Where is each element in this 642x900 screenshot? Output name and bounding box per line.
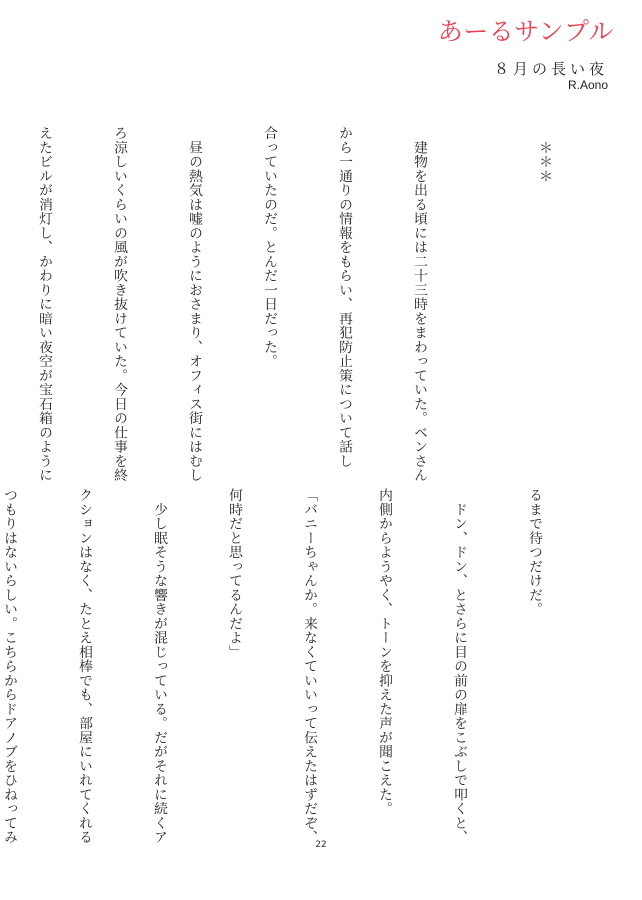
text-line: クションはなく、たとえ相棒でも、部屋にいれてくれる: [76, 488, 92, 845]
upper-text-block: [0, 126, 606, 486]
sample-label: あーるサンプル: [437, 17, 614, 46]
text-line: るまで待つだけだ。: [526, 488, 542, 617]
text-line: ＊＊＊: [536, 126, 552, 183]
text-line: 「バニーちゃんか。来なくていいって伝えたはずだぞ、: [301, 488, 317, 845]
text-line: 何時だと思ってるんだよ」: [226, 488, 242, 659]
text-line: 合っていたのだ。とんだ一日だった。: [261, 126, 277, 369]
text-line: 建物を出る頃には二十三時をまわっていた。ベンさん: [411, 126, 427, 483]
text-line: ろ涼しいくらいの風が吹き抜けていた。今日の仕事を終: [111, 126, 127, 483]
text-line: ドン、ドン、とさらに目の前の扉をこぶしで叩くと、: [451, 488, 467, 845]
text-line: えたビルが消灯し、かわりに暗い夜空が宝石箱のように: [36, 126, 52, 483]
story-title: ８月の長い夜: [493, 60, 608, 78]
text-line: 内側からようやく、トーンを抑えた声が聞こえた。: [376, 488, 392, 816]
text-line: から一通りの情報をもらい、再犯防止策について話し: [336, 126, 352, 468]
text-line: 昼の熱気は嘘のようにおさまり、オフィス街にはむし: [186, 126, 202, 483]
page-number: 22: [315, 840, 327, 850]
text-line: 少し眠そうな響きが混じっている。だがそれに続くア: [151, 488, 167, 845]
text-line: つもりはないらしい。こちらからドアノブをひねってみ: [1, 488, 17, 845]
author-name: R.Aono: [567, 78, 608, 92]
